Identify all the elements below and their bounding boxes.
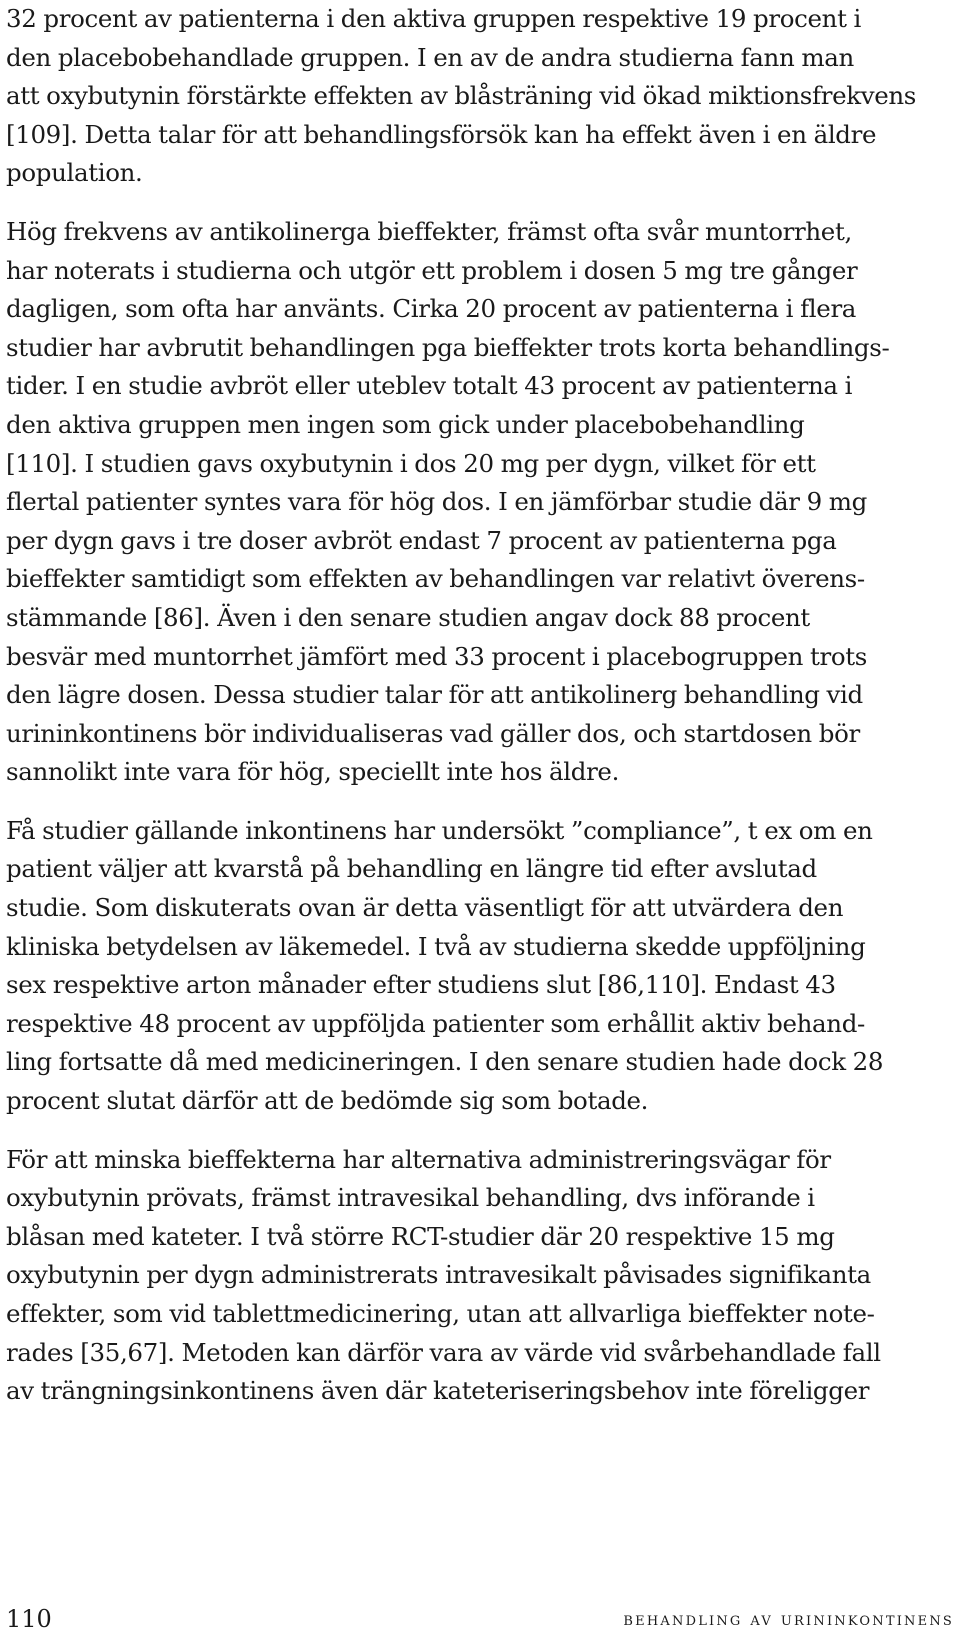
text-line: effekter, som vid tablettmedicinering, utan att allvarliga bieffekter note- [6, 1299, 875, 1328]
text-line: rades [35,67]. Metoden kan därför vara av värde vid svårbehandlade fall [6, 1337, 881, 1367]
text-line: flertal patienter syntes vara för hög dos. I en jämförbar studie där 9 mg [6, 487, 867, 517]
text-line: oxybutynin per dygn administrerats intravesikalt påvisades signifikanta [6, 1260, 871, 1290]
text-line: den placebobehandlade gruppen. I en av de andra studierna fann man [6, 42, 854, 72]
text-line: kliniska betydelsen av läkemedel. I två av studierna skedde uppföljning [6, 931, 866, 961]
text-line: För att minska bieffekterna har alternativa administreringsvägar för [6, 1144, 831, 1174]
text-line: dagligen, som ofta har använts. Cirka 20 procent av patienterna i flera [6, 294, 857, 324]
page-footer [6, 1604, 954, 1634]
text-line: [109]. Detta talar för att behandlingsförsök kan ha effekt även i en äldre [6, 119, 877, 149]
text-line: [110]. I studien gavs oxybutynin i dos 20 mg per dygn, vilket för ett [6, 448, 816, 478]
text-line: patient väljer att kvarstå på behandling en längre tid efter avslutad [6, 854, 817, 884]
text-line: att oxybutynin förstärkte effekten av blåsträning vid ökad miktionsfrekvens [6, 81, 917, 111]
paragraph-gap [6, 193, 956, 213]
text-line: besvär med muntorrhet jämfört med 33 procent i placebogruppen trots [6, 641, 867, 671]
paragraph-4 [6, 1141, 956, 1411]
text-line: per dygn gavs i tre doser avbröt endast 7 procent av patienterna pga [6, 525, 837, 555]
text-line: procent slutat därför att de bedömde sig som botade. [6, 1086, 649, 1116]
page-body [6, 0, 956, 1411]
text-line: stämmande [86]. Även i den senare studien angav dock 88 procent [6, 602, 810, 632]
text-line: bieffekter samtidigt som effekten av behandlingen var relativt överens- [6, 564, 865, 594]
text-line: oxybutynin prövats, främst intravesikal behandling, dvs införande i [6, 1183, 815, 1213]
text-line: studier har avbrutit behandlingen pga bieffekter trots korta behandlings- [6, 332, 890, 362]
text-line: respektive 48 procent av uppföljda patienter som erhållit aktiv behand- [6, 1008, 865, 1038]
text-line: studie. Som diskuterats ovan är detta väsentligt för att utvärdera den [6, 893, 844, 923]
text-line: 32 procent av patienterna i den aktiva gruppen respektive 19 procent i [6, 4, 862, 33]
text-line: den aktiva gruppen men ingen som gick under placebobehandling [6, 409, 805, 439]
text-line: av trängningsinkontinens även där kateteriseringsbehov inte föreligger [6, 1376, 870, 1406]
text-line: har noterats i studierna och utgör ett problem i dosen 5 mg tre gånger [6, 255, 858, 285]
paragraph-gap [6, 792, 956, 812]
text-line: Få studier gällande inkontinens har undersökt ”compliance”, t ex om en [6, 815, 873, 845]
page-number: 110 [6, 1605, 52, 1633]
running-title: behandling av urininkontinens [623, 1608, 954, 1630]
paragraph-1 [6, 0, 956, 193]
paragraph-gap [6, 1121, 956, 1141]
text-line: sannolikt inte vara för hög, speciellt inte hos äldre. [6, 757, 620, 787]
text-line: sex respektive arton månader efter studiens slut [86,110]. Endast 43 [6, 970, 836, 1000]
text-line: ling fortsatte då med medicineringen. I den senare studien hade dock 28 [6, 1047, 884, 1077]
text-line: urininkontinens bör individualiseras vad gäller dos, och startdosen bör [6, 718, 860, 748]
text-line: Hög frekvens av antikolinerga bieffekter, främst ofta svår muntorrhet, [6, 216, 852, 246]
text-line: population. [6, 158, 143, 188]
text-line: blåsan med kateter. I två större RCT-studier där 20 respektive 15 mg [6, 1221, 835, 1251]
text-line: tider. I en studie avbröt eller uteblev totalt 43 procent av patienterna i [6, 371, 853, 401]
paragraph-3 [6, 812, 956, 1121]
text-line: den lägre dosen. Dessa studier talar för att antikolinerg behandling vid [6, 680, 863, 710]
paragraph-2 [6, 213, 956, 792]
